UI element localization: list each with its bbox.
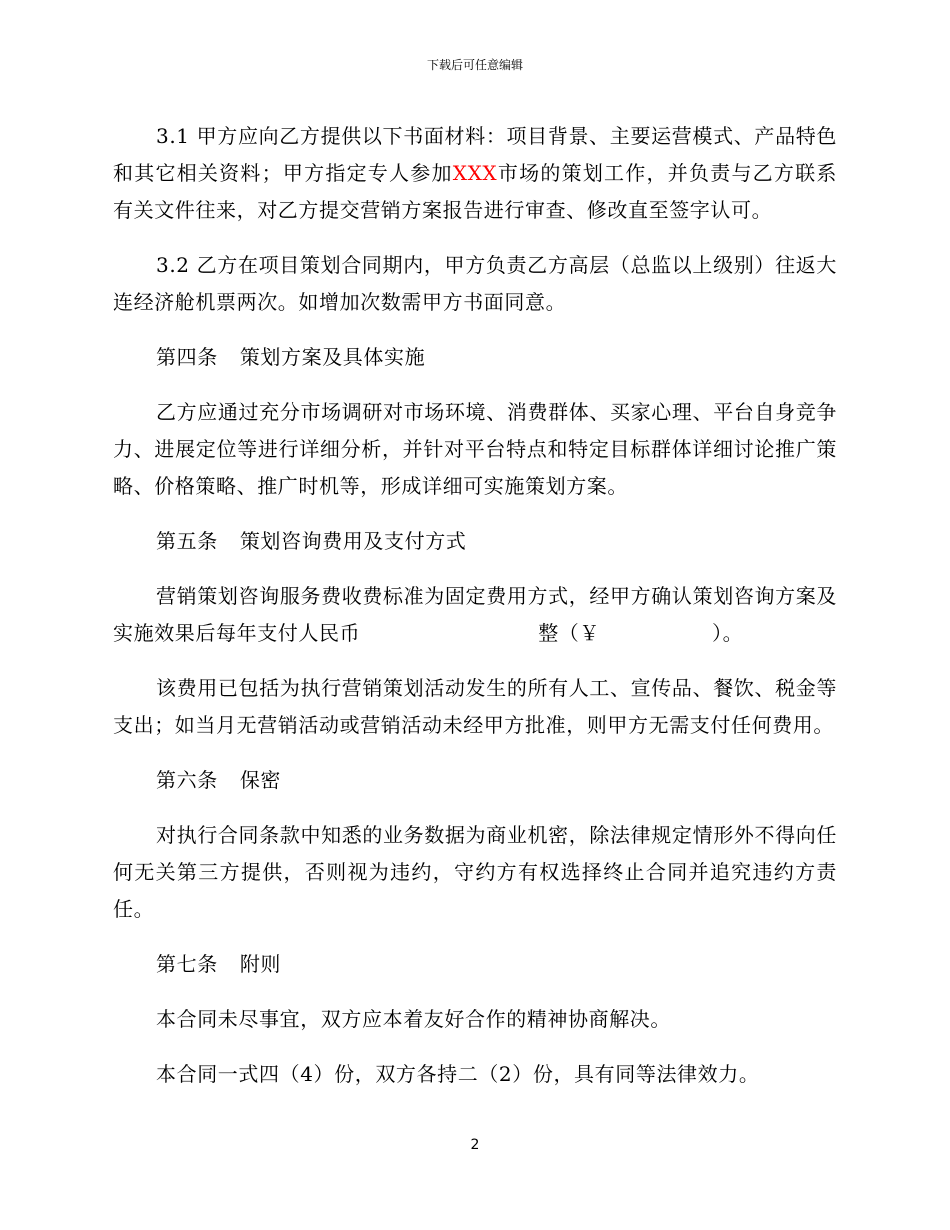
paragraph-3-1-text-end: 市场的策划工作，并负责与乙方联系有关文件往来，对乙方提交营销方案报告进行审查、修改直至签字认可。 bbox=[113, 161, 837, 222]
paragraph-5-2: 该费用已包括为执行营销策划活动发生的所有人工、宣传品、餐饮、税金等支出；如当月无营销活动或营销活动未经甲方批准，则甲方无需支付任何费用。 bbox=[113, 676, 837, 737]
paragraph-7-2: 本合同一式四（4）份，双方各持二（2）份，具有同等法律效力。 bbox=[156, 1062, 760, 1086]
paragraph-5-1-text-start: 营销策划咨询服务费收费标准为固定费用方式，经甲方确认策划咨询方案及实施效果后每年支付人民币 bbox=[113, 584, 837, 645]
page-number: 2 bbox=[470, 1137, 480, 1153]
article-4-heading bbox=[113, 339, 837, 376]
article-7-number: 第七条 bbox=[156, 952, 218, 976]
paragraph-7-1: 本合同未尽事宜，双方应本着友好合作的精神协商解决。 bbox=[156, 1007, 671, 1031]
article-4-number: 第四条 bbox=[156, 345, 218, 369]
article-5-number: 第五条 bbox=[156, 529, 218, 553]
article-6-title: 保密 bbox=[239, 768, 282, 792]
article-6-heading bbox=[113, 762, 837, 799]
article-5-title: 策划咨询费用及支付方式 bbox=[239, 529, 467, 553]
article-7-heading bbox=[113, 946, 837, 983]
placeholder-xxx: XXX bbox=[452, 161, 498, 185]
paragraph-6: 对执行合同条款中知悉的业务数据为商业机密，除法律规定情形外不得向任何无关第三方提供，否则视为违约，守约方有权选择终止合同并追究违约方责任。 bbox=[113, 823, 837, 921]
document-body bbox=[113, 118, 837, 1111]
paragraph-5-1-text-end: ）。 bbox=[712, 621, 744, 645]
article-6-number: 第六条 bbox=[156, 768, 218, 792]
paragraph-3-2: 3.2 乙方在项目策划合同期内，甲方负责乙方高层（总监以上级别）往返大连经济舱机票两次。如增加次数需甲方书面同意。 bbox=[113, 253, 837, 314]
paragraph-5-1-text-middle: 整（￥ bbox=[538, 621, 601, 645]
article-4-title: 策划方案及具体实施 bbox=[239, 345, 426, 369]
paragraph-3-1 bbox=[113, 118, 837, 229]
article-7-title: 附则 bbox=[239, 952, 282, 976]
paragraph-3-1-text-start: 3.1 甲方应向乙方提供以下书面材料：项目背景、主要运营模式、产品特色和其它相关资料；甲方指定专人参加 bbox=[113, 124, 837, 185]
page-header: 下载后可任意编辑 bbox=[426, 58, 523, 72]
paragraph-5-1 bbox=[113, 578, 837, 652]
article-5-heading bbox=[113, 523, 837, 560]
paragraph-4: 乙方应通过充分市场调研对市场环境、消费群体、买家心理、平台自身竞争力、进展定位等进行详细分析，并针对平台特点和特定目标群体详细讨论推广策略、价格策略、推广时机等，形成详细可实施策划方案。 bbox=[113, 400, 837, 498]
